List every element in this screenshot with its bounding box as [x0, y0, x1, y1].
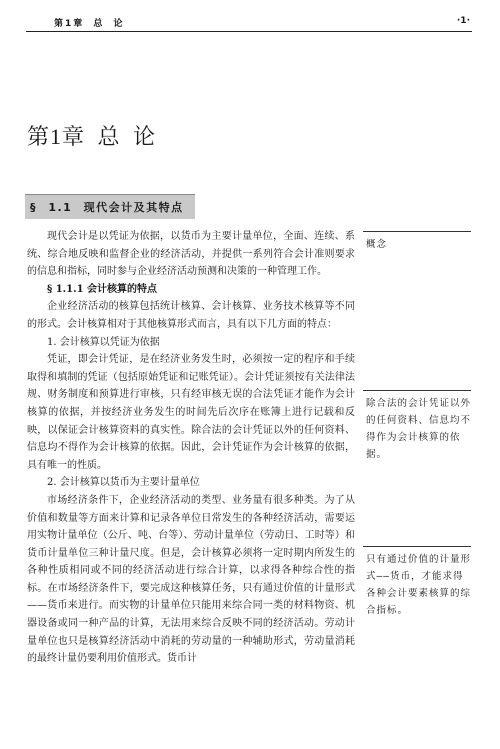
- chapter-title: 第1章 总 论: [27, 124, 157, 149]
- paragraph-voucher: 凭证，即会计凭证，是在经济业务发生时，必须按一定的程序和手续取得和填制的凭证（包括原始凭证和记账凭证）。会计凭证须按有关法律法规、财务制度和预算进行审核，只有经审核无误的合法凭证才能作为会计核算的依据，并按经济业务发生的时间先后次序在账簿上进行记载和反映，以保证会计核算资料的真实性。除合法的会计凭证以外的任何资料、信息均不得作为会计核算的依据。因此，会计凭证作为会计核算的依据，具有唯一的性质。: [27, 354, 355, 471]
- section-title: § 1.1 现代会计及其特点: [30, 201, 184, 214]
- page-number: ·1·: [456, 16, 470, 26]
- margin-note-voucher: 除合法的会计凭证以外的任何资料、信息均不得作为会计核算的依据。: [366, 398, 472, 460]
- header-divider: [26, 31, 472, 32]
- paragraph-intro: 现代会计是以凭证为依据，以货币为主要计量单位，全面、连续、系统、综合地反映和监督企业的经济活动，并提供一系列符合会计准则要求的信息和指标，同时参与企业经济活动预测和决策的一种管理工作。: [27, 231, 355, 278]
- paragraph-forms: 企业经济活动的核算包括统计核算、会计核算、业务技术核算等不同的形式。会计核算相对于其他核算形式而言，具有以下几方面的特点：: [27, 301, 355, 330]
- body-text: [27, 228, 355, 668]
- margin-note-divider: [363, 231, 471, 232]
- margin-note-currency: 只有通过价值的计量形式——货币，才能求得各种会计要素核算的综合指标。: [366, 554, 472, 616]
- list-item-heading-2: 2. 会计核算以货币为主要计量单位: [47, 477, 200, 489]
- margin-note-concept: 概念: [366, 239, 388, 250]
- margin-note-divider: [363, 546, 471, 547]
- subsection-heading: § 1.1.1 会计核算的特点: [47, 283, 158, 295]
- list-item-heading-1: 1. 会计核算以凭证为依据: [47, 336, 160, 348]
- margin-note-divider: [363, 390, 471, 391]
- running-header-chapter: 第1章 总 论: [54, 19, 125, 29]
- paragraph-currency: 市场经济条件下，企业经济活动的类型、业务量有很多种类。为了从价值和数量等方面来计算和记录各单位日常发生的各种经济活动，需要运用实物计量单位（公斤、吨、台等）、劳动计量单位（劳动日、工时等）和货币计量单位三种计量尺度。但是，会计核算必须将一定时期内所发生的各种性质相同或不同的经济活动进行综合计算，以求得各种综合性的指标。在市场经济条件下，要完成这种核算任务，只有通过价值的计量形式——货币来进行。而实物的计量单位只能用来综合同一类的材料物资、机器设备或同一种产品的计算，无法用来综合反映不同的经济活动。劳动计量单位也只是核算经济活动中消耗的劳动量的一种辅助形式，劳动量消耗的最终计量仍要利用价值形式。货币计: [27, 494, 355, 665]
